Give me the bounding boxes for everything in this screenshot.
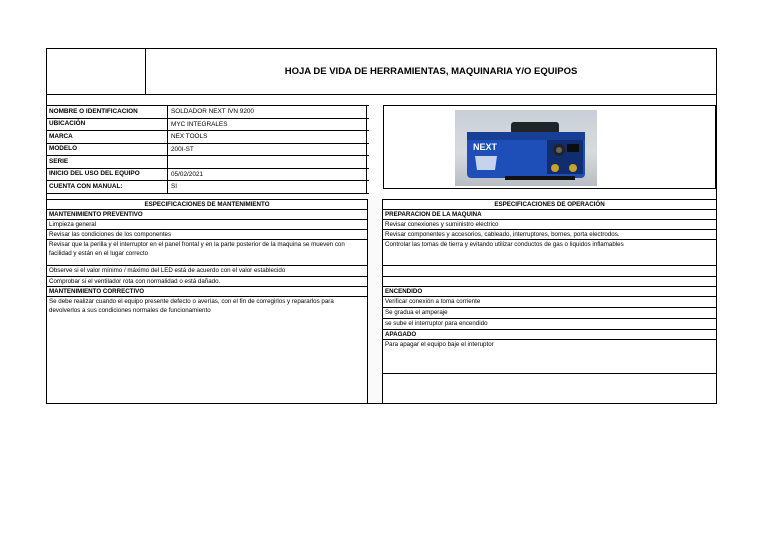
on-item: Verificar conexión a toma corriente [383, 297, 716, 308]
preventive-item: Revisar las condiciones de los componentes [47, 230, 367, 240]
preventive-item: Comprobar si el ventilador rota con normalidad o está dañado. [47, 277, 367, 287]
info-value: SI [167, 181, 367, 193]
info-row-location [47, 119, 369, 132]
info-value: SOLDADOR NEXT IVN 9200 [167, 106, 367, 118]
operation-column [383, 199, 716, 403]
info-label: MODELO [49, 145, 78, 152]
empty-row [383, 266, 716, 277]
header-divider [47, 94, 716, 95]
info-value: 05/02/2021 [167, 169, 367, 181]
info-label: SERIE [49, 157, 69, 165]
info-row-model [47, 144, 369, 157]
prep-item: Controlar las tomas de tierra y evitando utilizar conductos de gas o liquidos inflamables [383, 240, 716, 266]
maintenance-header: ESPECIFICACIONES DE MANTENIMIENTO [47, 199, 367, 210]
maintenance-column [47, 199, 367, 403]
equipment-sheet [46, 48, 717, 404]
on-item: se sube el interruptor para encendido [383, 319, 716, 330]
preventive-item: Limpieza general [47, 220, 367, 230]
specifications-section [47, 199, 716, 403]
info-row-brand [47, 131, 369, 144]
on-title: ENCENDIDO [383, 287, 716, 297]
page-title: HOJA DE VIDA DE HERRAMIENTAS, MAQUINARIA Y/O EQUIPOS [284, 66, 578, 77]
welder-photo [455, 110, 597, 186]
info-value [167, 156, 367, 168]
info-label: CUENTA CON MANUAL: [49, 182, 123, 190]
off-title: APAGADO [383, 330, 716, 340]
equipment-photo-frame [383, 105, 716, 189]
corrective-text: Se debe realizar cuando el equipo presente defecto o averías, con el fin de corregirlos y repararlos para devolverlos a sus condiciones normales de funcionamiento [49, 298, 334, 314]
empty-row [383, 277, 716, 287]
prep-item: Revisar conexiones y suministro electrico [383, 220, 716, 230]
equipment-info-table [47, 105, 369, 194]
prep-item: Revisar componentes y accesorios, cableado, interruptores, bornes, porta electrodos. [383, 230, 716, 240]
preventive-item: Observe si el valor mínimo / máximo del LED está de acuerdo con el valor establecido [47, 266, 367, 277]
brand-logo: NEXT [473, 142, 498, 152]
info-value: MYC INTEGRALES [167, 119, 367, 131]
preventive-item: Revisar que la perilla y el interruptor en el panel frontal y en la parte posterior de la maquina se mueven con facilidad y están en el lugar correcto [47, 240, 367, 266]
welder-image [455, 110, 597, 186]
operation-header: ESPECIFICACIONES DE OPERACIÓN [383, 199, 716, 210]
off-text: Para apagar el equipo baje el interuptor [383, 340, 716, 374]
info-label: NOMBRE O IDENTIFICACION [49, 107, 138, 115]
info-value: NEX TOOLS [167, 131, 367, 143]
info-label: MARCA [49, 132, 73, 140]
info-row-start-date [47, 169, 369, 182]
logo-placeholder [47, 49, 146, 94]
info-value: 200I-ST [167, 144, 367, 156]
column-spacer [367, 199, 383, 403]
info-label: INICIO DEL USO DEL EQUIPO [49, 170, 140, 177]
info-row-serial [47, 156, 369, 169]
preventive-title: MANTENIMIENTO PREVENTIVO [47, 210, 367, 220]
corrective-title: MANTENIMIENTO CORRECTIVO [47, 287, 367, 297]
info-row-manual [47, 181, 369, 194]
info-row-name [47, 105, 369, 119]
on-item: Se gradua el amperaje [383, 308, 716, 319]
info-label: UBICACIÓN [49, 120, 86, 127]
prep-title: PREPARACION DE LA MAQUINA [383, 210, 716, 220]
